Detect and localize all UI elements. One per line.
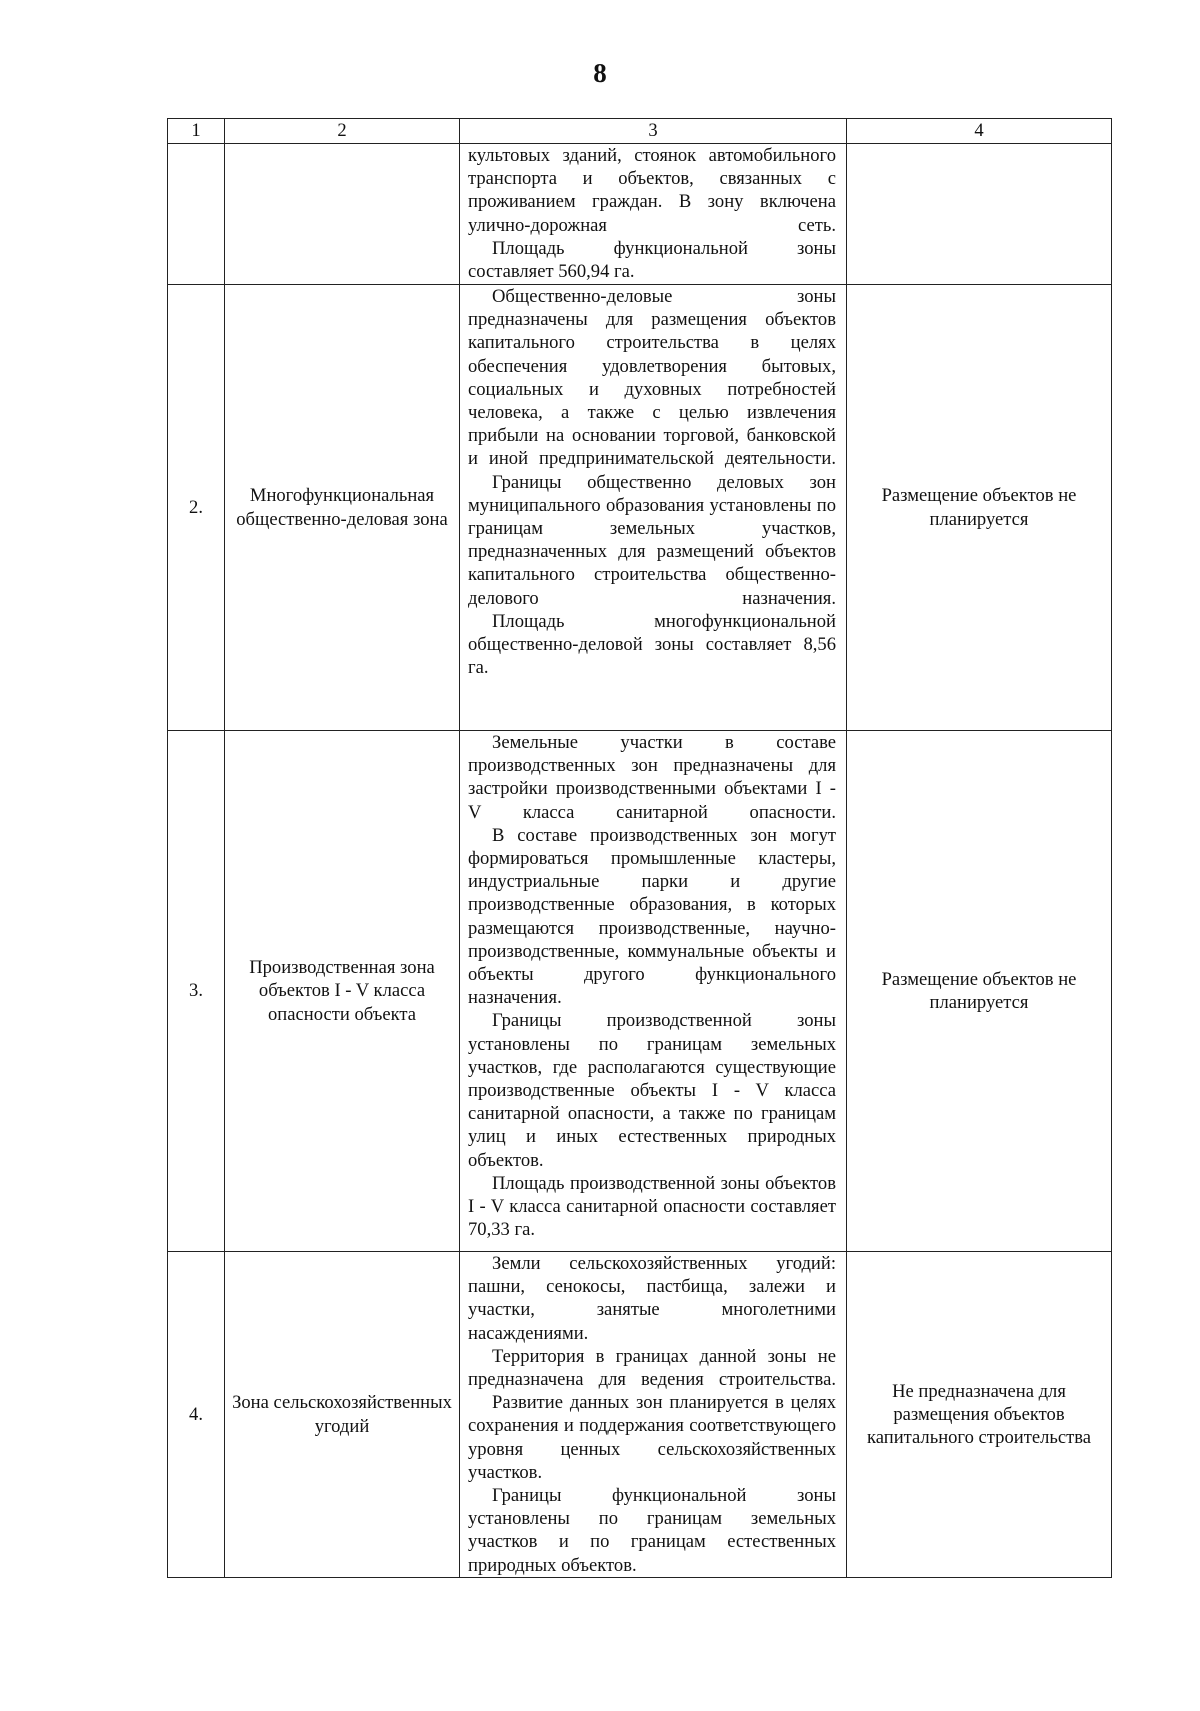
header-col-3: 3 xyxy=(460,119,847,144)
table-row xyxy=(168,285,1112,731)
description-paragraph: Площадь производственной зоны объектов I - V класса санитарной опасности составляет 70,33 га. xyxy=(468,1172,836,1241)
row-number: 4. xyxy=(168,1252,225,1578)
zone-name: Зона сельскохозяйственных угодий xyxy=(225,1252,460,1578)
description-paragraph: В составе производственных зон могут формироваться промышленные кластеры, индустриальные парки и другие производственные образования, в которых размещаются производственные, научно-производственные, коммунальные объекты и объекты другого функционального назначения. xyxy=(468,824,836,1009)
planning-note: Размещение объектов не планируется xyxy=(847,731,1112,1252)
table-header-row xyxy=(168,119,1112,144)
description-paragraph: Земельные участки в составе производственных зон предназначены для застройки производственными объектами I - V класса санитарной опасности. xyxy=(468,732,836,823)
description-paragraph: Границы функциональной зоны установлены по границам земельных участков и по границам естественных природных объектов. xyxy=(468,1485,836,1576)
description-paragraph: Границы общественно деловых зон муниципального образования установлены по границам земельных участков, предназначенных для размещений объектов капитального строительства общественно-делового назначения. xyxy=(468,471,836,609)
planning-note xyxy=(847,144,1112,285)
table-row xyxy=(168,1252,1112,1578)
description-paragraph: Территория в границах данной зоны не предназначена для ведения строительства. xyxy=(468,1345,836,1391)
header-col-2: 2 xyxy=(225,119,460,144)
description-paragraph: Площадь многофункциональной общественно-деловой зоны составляет 8,56 га. xyxy=(468,610,836,679)
description-paragraph: Границы производственной зоны установлены по границам земельных участков, где располагаются существующие производственные объекты I - V класса санитарной опасности, а также по границам улиц и иных естественных природных объектов. xyxy=(468,1010,836,1171)
planning-note: Не предназначена для размещения объектов капитального строительства xyxy=(847,1252,1112,1578)
zone-description xyxy=(460,285,847,731)
zone-name: Многофункциональная общественно-деловая зона xyxy=(225,285,460,731)
planning-note: Размещение объектов не планируется xyxy=(847,285,1112,731)
zone-name xyxy=(225,144,460,285)
zone-name: Производственная зона объектов I - V класса опасности объекта xyxy=(225,731,460,1252)
table-row xyxy=(168,144,1112,285)
table-row xyxy=(168,731,1112,1252)
row-number: 2. xyxy=(168,285,225,731)
row-number: 3. xyxy=(168,731,225,1252)
zone-description xyxy=(460,1252,847,1578)
header-col-4: 4 xyxy=(847,119,1112,144)
zone-description xyxy=(460,144,847,285)
description-paragraph: Площадь функциональной зоны составляет 560,94 га. xyxy=(468,237,836,283)
description-paragraph: Земли сельскохозяйственных угодий: пашни, сенокосы, пастбища, залежи и участки, занятые многолетними насаждениями. xyxy=(468,1253,836,1344)
description-paragraph: Общественно-деловые зоны предназначены для размещения объектов капитального строительства в целях обеспечения удовлетворения бытовых, социальных и духовных потребностей человека, а также с целью извлечения прибыли на основании торговой, банковской и иной предпринимательской деятельности. xyxy=(468,286,836,470)
row-number xyxy=(168,144,225,285)
functional-zones-table xyxy=(167,118,1112,1578)
description-paragraph: Развитие данных зон планируется в целях сохранения и поддержания соответствующего уровня ценных сельскохозяйственных участков. xyxy=(468,1392,836,1483)
page-number: 8 xyxy=(593,58,607,88)
description-paragraph: культовых зданий, стоянок автомобильного транспорта и объектов, связанных с проживанием граждан. В зону включена улично-дорожная сеть. xyxy=(468,145,836,236)
header-col-1: 1 xyxy=(168,119,225,144)
zone-description xyxy=(460,731,847,1252)
